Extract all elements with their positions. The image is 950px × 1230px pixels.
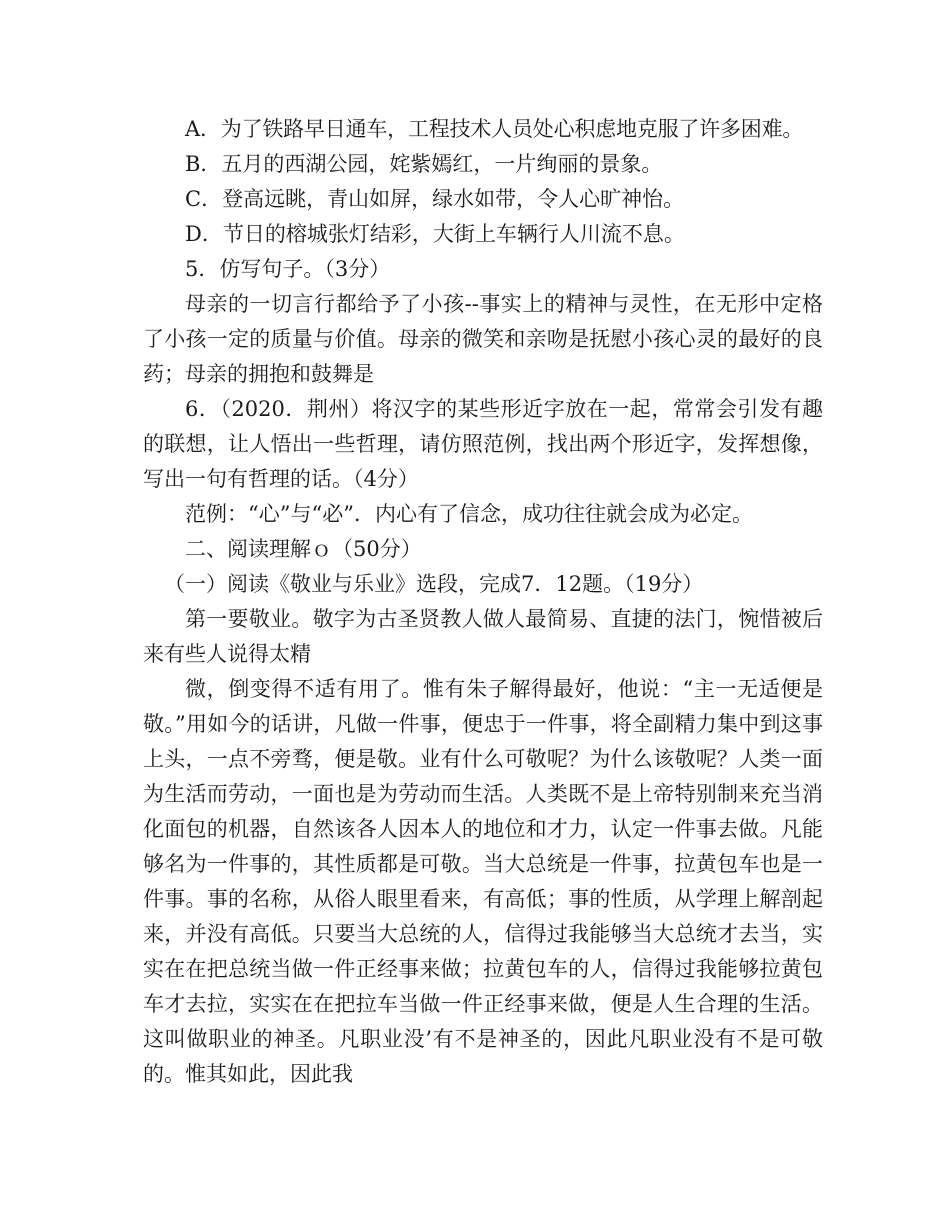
passage-paragraph-2: 微，倒变得不适有用了。惟有朱子解得最好，他说：“主一无适便是敬。”用如今的话讲，凡做一件事，便忠于一件事，将全副精力集中到这事上头，一点不旁骛，便是敬。业有什么可敬呢？为什么该敬呢？人类一面为生活而劳动，一面也是为劳动而生活。人类既不是上帝特别制来充当消化面包的机器，自然该各人因本人的地位和才力，认定一件事去做。凡能够名为一件事的，其性质都是可敬。当大总统是一件事，拉黄包车也是一件事。事的名称，从俗人眼里看来，有高低；事的性质，从学理上解剖起来，并没有高低。只要当大总统的人，信得过我能够当大总统才去当，实实在在把总统当做一件正经事来做；拉黄包车的人，信得过我能够拉黄包车才去拉，实实在在把拉车当做一件正经事来做，便是人生合理的生活。这叫做职业的神圣。凡职业没’有不是神圣的，因此凡职业没有不是可敬的。惟其如此，因此我: [143, 677, 823, 1086]
q6-example: 范例：“心”与“必”．内心有了信念，成功往往就会成为必定。: [185, 502, 753, 526]
document-body: [143, 112, 823, 1092]
section-subheading: （一）阅读《敬业与乐业》选段，完成7．12题。（19分）: [164, 572, 704, 596]
q4-option-a: A．为了铁路早日通车，工程技术人员处心积虑地克服了许多困难。: [185, 117, 804, 141]
q4-option-b: B．五月的西湖公园，姹紫嫣红，一片绚丽的景象。: [185, 152, 663, 176]
section-heading: 二、阅读理解ｏ（50分）: [185, 537, 422, 561]
q5-body: 母亲的一切言行都给予了小孩--事实上的精神与灵性，在无形中定格了小孩一定的质量与价值。母亲的微笑和亲吻是抚慰小孩心灵的最好的良药；母亲的拥抱和鼓舞是: [143, 292, 823, 386]
q5-heading: 5．仿写句子。（3分）: [185, 257, 391, 281]
q4-option-c: C．登高远眺，青山如屏，绿水如带，令人心旷神怡。: [185, 187, 685, 211]
q6-body: 6．（2020．荆州）将汉字的某些形近字放在一起，常常会引发有趣的联想，让人悟出一些哲理，请仿照范例，找出两个形近字，发挥想像，写出一句有哲理的话。（4分）: [143, 397, 823, 491]
passage-paragraph-1: 第一要敬业。敬字为古圣贤教人做人最简易、直捷的法门，惋惜被后来有些人说得太精: [143, 607, 823, 666]
q4-option-d: D．节日的榕城张灯结彩，大街上车辆行人川流不息。: [185, 222, 685, 246]
